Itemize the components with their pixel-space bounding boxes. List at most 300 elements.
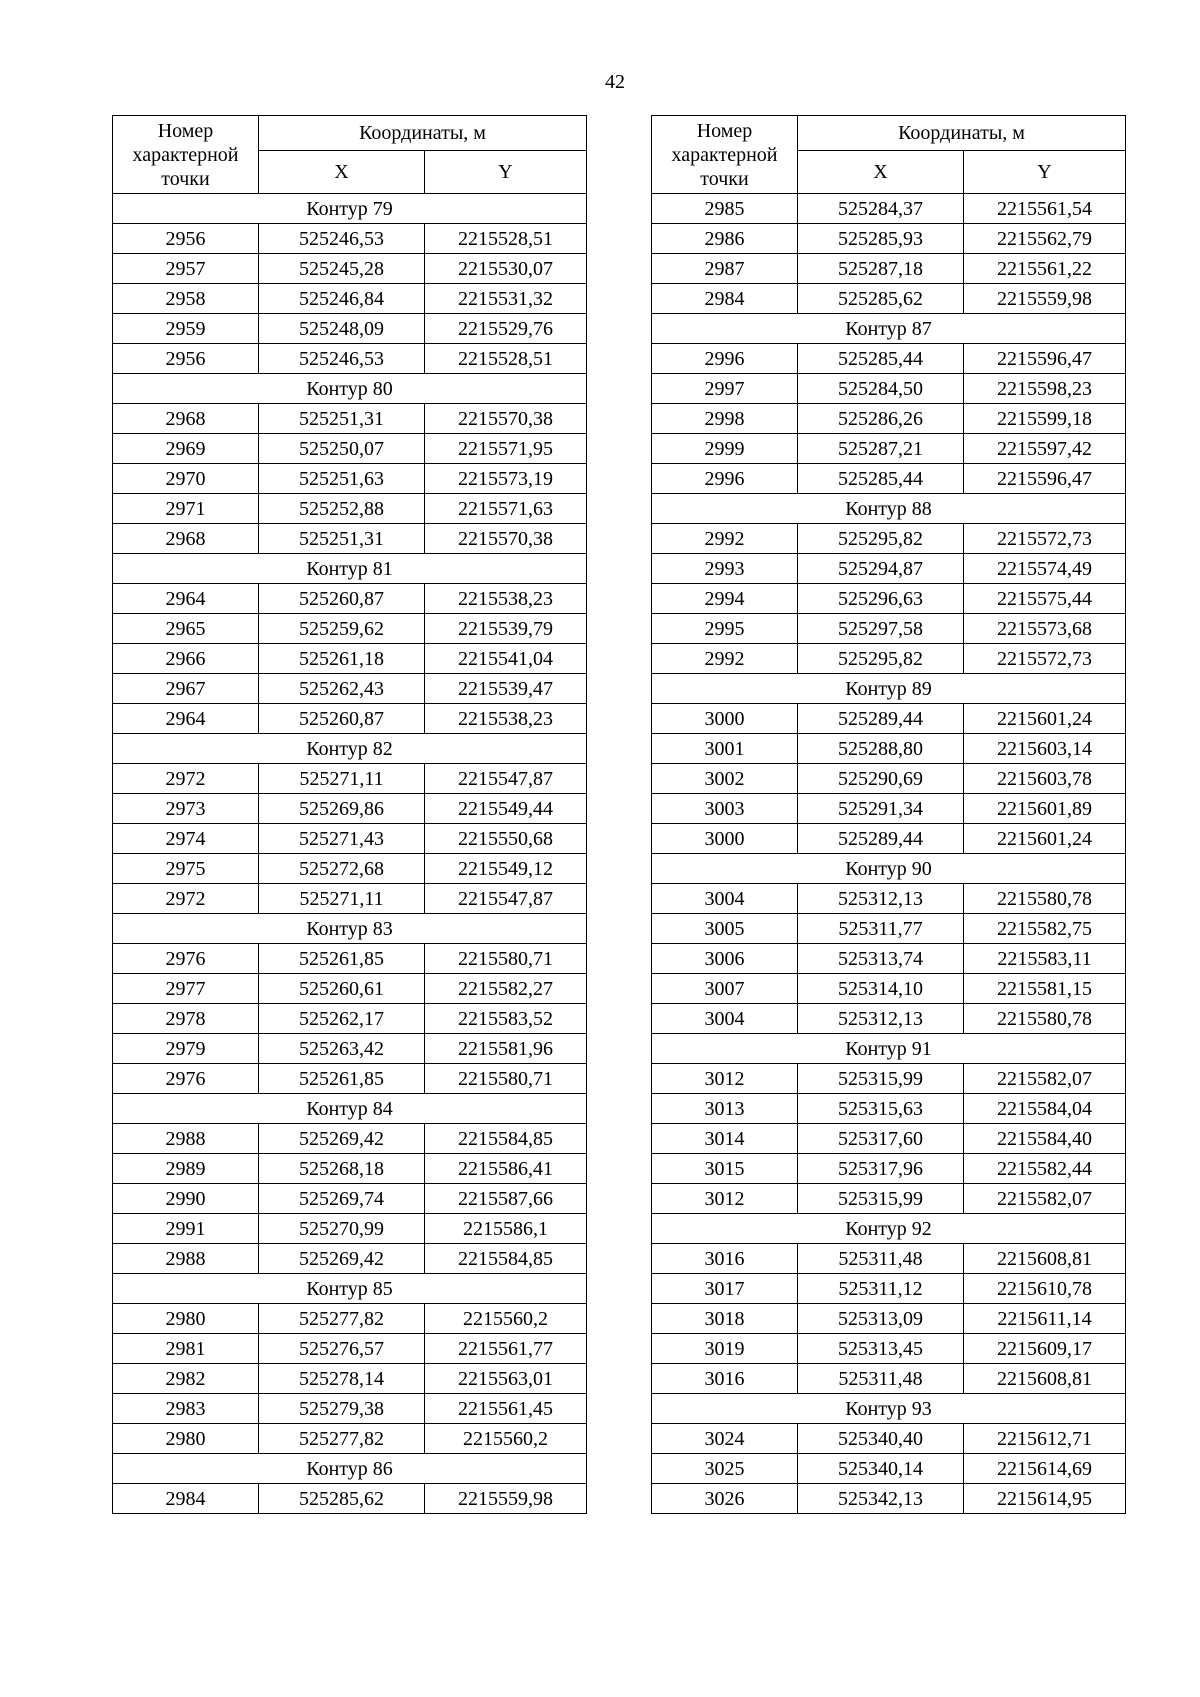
point-number-cell: 2986 [652, 224, 798, 254]
x-coordinate-cell: 525285,44 [798, 344, 964, 374]
table-row [113, 404, 587, 434]
table-row [652, 734, 1126, 764]
x-coordinate-cell: 525317,96 [798, 1154, 964, 1184]
x-coordinate-cell: 525246,84 [259, 284, 425, 314]
x-coordinate-cell: 525277,82 [259, 1304, 425, 1334]
contour-row [113, 194, 587, 224]
table-row [652, 1484, 1126, 1514]
table-row [113, 944, 587, 974]
table-row [652, 1304, 1126, 1334]
point-number-cell: 3015 [652, 1154, 798, 1184]
y-coordinate-cell: 2215538,23 [425, 584, 587, 614]
y-coordinate-cell: 2215580,78 [964, 884, 1126, 914]
header-y: Y [964, 151, 1126, 194]
y-coordinate-cell: 2215573,19 [425, 464, 587, 494]
table-row [652, 434, 1126, 464]
point-number-cell: 2964 [113, 584, 259, 614]
x-coordinate-cell: 525286,26 [798, 404, 964, 434]
point-number-cell: 3012 [652, 1184, 798, 1214]
x-coordinate-cell: 525260,87 [259, 584, 425, 614]
x-coordinate-cell: 525313,09 [798, 1304, 964, 1334]
x-coordinate-cell: 525295,82 [798, 644, 964, 674]
table-row [652, 464, 1126, 494]
header-point-number: Номер характерной точки [113, 116, 259, 194]
y-coordinate-cell: 2215611,14 [964, 1304, 1126, 1334]
y-coordinate-cell: 2215562,79 [964, 224, 1126, 254]
y-coordinate-cell: 2215538,23 [425, 704, 587, 734]
x-coordinate-cell: 525271,11 [259, 884, 425, 914]
table-row [113, 584, 587, 614]
header-x: X [798, 151, 964, 194]
x-coordinate-cell: 525285,93 [798, 224, 964, 254]
point-number-cell: 2958 [113, 284, 259, 314]
point-number-cell: 2991 [113, 1214, 259, 1244]
point-number-cell: 2997 [652, 374, 798, 404]
point-number-cell: 2988 [113, 1244, 259, 1274]
contour-label: Контур 91 [652, 1034, 1126, 1064]
point-number-cell: 2957 [113, 254, 259, 284]
table-row [113, 1034, 587, 1064]
x-coordinate-cell: 525311,48 [798, 1364, 964, 1394]
y-coordinate-cell: 2215584,40 [964, 1124, 1126, 1154]
x-coordinate-cell: 525311,48 [798, 1244, 964, 1274]
x-coordinate-cell: 525251,31 [259, 404, 425, 434]
x-coordinate-cell: 525252,88 [259, 494, 425, 524]
point-number-cell: 2976 [113, 944, 259, 974]
y-coordinate-cell: 2215584,04 [964, 1094, 1126, 1124]
point-number-cell: 3004 [652, 884, 798, 914]
y-coordinate-cell: 2215541,04 [425, 644, 587, 674]
contour-label: Контур 90 [652, 854, 1126, 884]
y-coordinate-cell: 2215570,38 [425, 404, 587, 434]
table-row [652, 404, 1126, 434]
x-coordinate-cell: 525269,86 [259, 794, 425, 824]
contour-label: Контур 92 [652, 1214, 1126, 1244]
contour-label: Контур 79 [113, 194, 587, 224]
x-coordinate-cell: 525251,31 [259, 524, 425, 554]
x-coordinate-cell: 525271,11 [259, 764, 425, 794]
point-number-cell: 2998 [652, 404, 798, 434]
point-number-cell: 3016 [652, 1364, 798, 1394]
x-coordinate-cell: 525251,63 [259, 464, 425, 494]
x-coordinate-cell: 525284,50 [798, 374, 964, 404]
y-coordinate-cell: 2215609,17 [964, 1334, 1126, 1364]
point-number-cell: 2970 [113, 464, 259, 494]
y-coordinate-cell: 2215599,18 [964, 404, 1126, 434]
x-coordinate-cell: 525291,34 [798, 794, 964, 824]
y-coordinate-cell: 2215582,07 [964, 1184, 1126, 1214]
table-row [652, 1334, 1126, 1364]
y-coordinate-cell: 2215582,75 [964, 914, 1126, 944]
point-number-cell: 2993 [652, 554, 798, 584]
y-coordinate-cell: 2215612,71 [964, 1424, 1126, 1454]
point-number-cell: 2982 [113, 1364, 259, 1394]
table-row [652, 1124, 1126, 1154]
contour-label: Контур 81 [113, 554, 587, 584]
x-coordinate-cell: 525246,53 [259, 224, 425, 254]
y-coordinate-cell: 2215603,78 [964, 764, 1126, 794]
point-number-cell: 2959 [113, 314, 259, 344]
x-coordinate-cell: 525285,62 [259, 1484, 425, 1514]
table-row [113, 1214, 587, 1244]
y-coordinate-cell: 2215596,47 [964, 344, 1126, 374]
coordinates-table-right [651, 115, 1126, 1514]
y-coordinate-cell: 2215586,1 [425, 1214, 587, 1244]
x-coordinate-cell: 525311,77 [798, 914, 964, 944]
x-coordinate-cell: 525261,85 [259, 944, 425, 974]
point-number-cell: 2994 [652, 584, 798, 614]
table-row [652, 1364, 1126, 1394]
y-coordinate-cell: 2215561,22 [964, 254, 1126, 284]
contour-label: Контур 89 [652, 674, 1126, 704]
point-number-cell: 2976 [113, 1064, 259, 1094]
y-coordinate-cell: 2215571,95 [425, 434, 587, 464]
contour-label: Контур 86 [113, 1454, 587, 1484]
point-number-cell: 3005 [652, 914, 798, 944]
table-row [113, 1184, 587, 1214]
table-row [652, 1244, 1126, 1274]
table-row [113, 1394, 587, 1424]
contour-label: Контур 85 [113, 1274, 587, 1304]
y-coordinate-cell: 2215547,87 [425, 884, 587, 914]
x-coordinate-cell: 525279,38 [259, 1394, 425, 1424]
table-row [652, 1274, 1126, 1304]
contour-label: Контур 82 [113, 734, 587, 764]
x-coordinate-cell: 525285,44 [798, 464, 964, 494]
y-coordinate-cell: 2215601,89 [964, 794, 1126, 824]
y-coordinate-cell: 2215539,79 [425, 614, 587, 644]
table-row [652, 1454, 1126, 1484]
y-coordinate-cell: 2215574,49 [964, 554, 1126, 584]
y-coordinate-cell: 2215580,78 [964, 1004, 1126, 1034]
table-row [652, 944, 1126, 974]
y-coordinate-cell: 2215570,38 [425, 524, 587, 554]
point-number-cell: 3016 [652, 1244, 798, 1274]
x-coordinate-cell: 525288,80 [798, 734, 964, 764]
table-row [652, 1094, 1126, 1124]
table-row [113, 464, 587, 494]
y-coordinate-cell: 2215561,54 [964, 194, 1126, 224]
contour-label: Контур 87 [652, 314, 1126, 344]
x-coordinate-cell: 525311,12 [798, 1274, 964, 1304]
point-number-cell: 3014 [652, 1124, 798, 1154]
y-coordinate-cell: 2215587,66 [425, 1184, 587, 1214]
x-coordinate-cell: 525276,57 [259, 1334, 425, 1364]
point-number-cell: 2966 [113, 644, 259, 674]
x-coordinate-cell: 525314,10 [798, 974, 964, 1004]
point-number-cell: 2987 [652, 254, 798, 284]
x-coordinate-cell: 525269,74 [259, 1184, 425, 1214]
table-row [652, 1184, 1126, 1214]
point-number-cell: 2999 [652, 434, 798, 464]
x-coordinate-cell: 525340,40 [798, 1424, 964, 1454]
table-row [113, 344, 587, 374]
y-coordinate-cell: 2215539,47 [425, 674, 587, 704]
point-number-cell: 2984 [652, 284, 798, 314]
x-coordinate-cell: 525278,14 [259, 1364, 425, 1394]
point-number-cell: 3006 [652, 944, 798, 974]
contour-row [652, 854, 1126, 884]
y-coordinate-cell: 2215583,52 [425, 1004, 587, 1034]
point-number-cell: 2972 [113, 764, 259, 794]
contour-row [652, 1034, 1126, 1064]
table-row [652, 584, 1126, 614]
y-coordinate-cell: 2215528,51 [425, 344, 587, 374]
table-row [652, 974, 1126, 1004]
point-number-cell: 2965 [113, 614, 259, 644]
x-coordinate-cell: 525342,13 [798, 1484, 964, 1514]
y-coordinate-cell: 2215572,73 [964, 644, 1126, 674]
y-coordinate-cell: 2215586,41 [425, 1154, 587, 1184]
point-number-cell: 2975 [113, 854, 259, 884]
y-coordinate-cell: 2215583,11 [964, 944, 1126, 974]
table-row [652, 1154, 1126, 1184]
contour-label: Контур 80 [113, 374, 587, 404]
x-coordinate-cell: 525287,21 [798, 434, 964, 464]
x-coordinate-cell: 525290,69 [798, 764, 964, 794]
point-number-cell: 2973 [113, 794, 259, 824]
table-row [652, 794, 1126, 824]
point-number-cell: 2990 [113, 1184, 259, 1214]
page-number: 42 [605, 71, 625, 93]
y-coordinate-cell: 2215601,24 [964, 824, 1126, 854]
x-coordinate-cell: 525268,18 [259, 1154, 425, 1184]
contour-row [113, 914, 587, 944]
x-coordinate-cell: 525277,82 [259, 1424, 425, 1454]
point-number-cell: 3004 [652, 1004, 798, 1034]
x-coordinate-cell: 525312,13 [798, 1004, 964, 1034]
y-coordinate-cell: 2215584,85 [425, 1124, 587, 1154]
x-coordinate-cell: 525272,68 [259, 854, 425, 884]
point-number-cell: 2992 [652, 524, 798, 554]
y-coordinate-cell: 2215597,42 [964, 434, 1126, 464]
y-coordinate-cell: 2215561,45 [425, 1394, 587, 1424]
point-number-cell: 2995 [652, 614, 798, 644]
y-coordinate-cell: 2215530,07 [425, 254, 587, 284]
point-number-cell: 3024 [652, 1424, 798, 1454]
contour-row [652, 494, 1126, 524]
contour-row [652, 1214, 1126, 1244]
point-number-cell: 3019 [652, 1334, 798, 1364]
y-coordinate-cell: 2215584,85 [425, 1244, 587, 1274]
table-row [113, 1334, 587, 1364]
point-number-cell: 2971 [113, 494, 259, 524]
x-coordinate-cell: 525269,42 [259, 1124, 425, 1154]
table-row [113, 1064, 587, 1094]
table-row [652, 554, 1126, 584]
point-number-cell: 2989 [113, 1154, 259, 1184]
x-coordinate-cell: 525262,43 [259, 674, 425, 704]
contour-row [113, 734, 587, 764]
point-number-cell: 2979 [113, 1034, 259, 1064]
table-row [113, 224, 587, 254]
y-coordinate-cell: 2215528,51 [425, 224, 587, 254]
point-number-cell: 2985 [652, 194, 798, 224]
header-coordinates: Координаты, м [798, 116, 1126, 151]
table-row [652, 824, 1126, 854]
coordinates-table-left [112, 115, 587, 1514]
x-coordinate-cell: 525271,43 [259, 824, 425, 854]
table-row [113, 824, 587, 854]
y-coordinate-cell: 2215549,12 [425, 854, 587, 884]
point-number-cell: 2996 [652, 344, 798, 374]
table-row [113, 644, 587, 674]
table-row [113, 254, 587, 284]
point-number-cell: 2968 [113, 404, 259, 434]
contour-row [113, 374, 587, 404]
x-coordinate-cell: 525312,13 [798, 884, 964, 914]
point-number-cell: 2984 [113, 1484, 259, 1514]
table-row [113, 284, 587, 314]
point-number-cell: 3012 [652, 1064, 798, 1094]
x-coordinate-cell: 525287,18 [798, 254, 964, 284]
x-coordinate-cell: 525260,61 [259, 974, 425, 1004]
contour-row [652, 1394, 1126, 1424]
x-coordinate-cell: 525315,99 [798, 1184, 964, 1214]
point-number-cell: 2967 [113, 674, 259, 704]
table-row [652, 1004, 1126, 1034]
x-coordinate-cell: 525270,99 [259, 1214, 425, 1244]
point-number-cell: 3000 [652, 824, 798, 854]
y-coordinate-cell: 2215549,44 [425, 794, 587, 824]
table-row [113, 1364, 587, 1394]
y-coordinate-cell: 2215573,68 [964, 614, 1126, 644]
x-coordinate-cell: 525248,09 [259, 314, 425, 344]
y-coordinate-cell: 2215559,98 [964, 284, 1126, 314]
x-coordinate-cell: 525315,99 [798, 1064, 964, 1094]
point-number-cell: 3000 [652, 704, 798, 734]
y-coordinate-cell: 2215601,24 [964, 704, 1126, 734]
table-row [652, 884, 1126, 914]
point-number-cell: 3013 [652, 1094, 798, 1124]
x-coordinate-cell: 525246,53 [259, 344, 425, 374]
table-row [113, 614, 587, 644]
x-coordinate-cell: 525289,44 [798, 824, 964, 854]
y-coordinate-cell: 2215581,15 [964, 974, 1126, 1004]
y-coordinate-cell: 2215571,63 [425, 494, 587, 524]
y-coordinate-cell: 2215608,81 [964, 1364, 1126, 1394]
table-row [113, 524, 587, 554]
y-coordinate-cell: 2215598,23 [964, 374, 1126, 404]
table-row [113, 1244, 587, 1274]
table-row [652, 644, 1126, 674]
x-coordinate-cell: 525285,62 [798, 284, 964, 314]
x-coordinate-cell: 525260,87 [259, 704, 425, 734]
header-x: X [259, 151, 425, 194]
y-coordinate-cell: 2215582,27 [425, 974, 587, 1004]
table-row [652, 194, 1126, 224]
contour-row [113, 1094, 587, 1124]
table-row [113, 314, 587, 344]
x-coordinate-cell: 525340,14 [798, 1454, 964, 1484]
x-coordinate-cell: 525294,87 [798, 554, 964, 584]
point-number-cell: 3007 [652, 974, 798, 1004]
y-coordinate-cell: 2215572,73 [964, 524, 1126, 554]
x-coordinate-cell: 525313,45 [798, 1334, 964, 1364]
y-coordinate-cell: 2215603,14 [964, 734, 1126, 764]
y-coordinate-cell: 2215550,68 [425, 824, 587, 854]
point-number-cell: 2956 [113, 344, 259, 374]
table-row [113, 854, 587, 884]
y-coordinate-cell: 2215580,71 [425, 944, 587, 974]
y-coordinate-cell: 2215582,44 [964, 1154, 1126, 1184]
contour-row [113, 1454, 587, 1484]
point-number-cell: 2956 [113, 224, 259, 254]
y-coordinate-cell: 2215582,07 [964, 1064, 1126, 1094]
point-number-cell: 3003 [652, 794, 798, 824]
table-row [113, 1154, 587, 1184]
header-coordinates: Координаты, м [259, 116, 587, 151]
contour-label: Контур 93 [652, 1394, 1126, 1424]
x-coordinate-cell: 525263,42 [259, 1034, 425, 1064]
x-coordinate-cell: 525261,85 [259, 1064, 425, 1094]
table-row [113, 1004, 587, 1034]
point-number-cell: 2964 [113, 704, 259, 734]
x-coordinate-cell: 525269,42 [259, 1244, 425, 1274]
table-row [113, 1304, 587, 1334]
y-coordinate-cell: 2215561,77 [425, 1334, 587, 1364]
point-number-cell: 3001 [652, 734, 798, 764]
table-row [652, 374, 1126, 404]
y-coordinate-cell: 2215614,69 [964, 1454, 1126, 1484]
table-row [652, 344, 1126, 374]
contour-label: Контур 83 [113, 914, 587, 944]
y-coordinate-cell: 2215560,2 [425, 1424, 587, 1454]
point-number-cell: 3002 [652, 764, 798, 794]
point-number-cell: 3026 [652, 1484, 798, 1514]
table-row [113, 704, 587, 734]
y-coordinate-cell: 2215608,81 [964, 1244, 1126, 1274]
table-row [113, 884, 587, 914]
y-coordinate-cell: 2215610,78 [964, 1274, 1126, 1304]
point-number-cell: 3025 [652, 1454, 798, 1484]
point-number-cell: 2992 [652, 644, 798, 674]
x-coordinate-cell: 525259,62 [259, 614, 425, 644]
y-coordinate-cell: 2215580,71 [425, 1064, 587, 1094]
table-row [652, 704, 1126, 734]
contour-row [652, 314, 1126, 344]
x-coordinate-cell: 525245,28 [259, 254, 425, 284]
point-number-cell: 2981 [113, 1334, 259, 1364]
y-coordinate-cell: 2215581,96 [425, 1034, 587, 1064]
point-number-cell: 2980 [113, 1304, 259, 1334]
point-number-cell: 3018 [652, 1304, 798, 1334]
y-coordinate-cell: 2215559,98 [425, 1484, 587, 1514]
table-row [113, 494, 587, 524]
table-row [652, 614, 1126, 644]
point-number-cell: 2980 [113, 1424, 259, 1454]
contour-row [113, 1274, 587, 1304]
contour-row [113, 554, 587, 584]
y-coordinate-cell: 2215531,32 [425, 284, 587, 314]
point-number-cell: 3017 [652, 1274, 798, 1304]
table-row [113, 1124, 587, 1154]
point-number-cell: 2988 [113, 1124, 259, 1154]
table-row [113, 674, 587, 704]
x-coordinate-cell: 525289,44 [798, 704, 964, 734]
x-coordinate-cell: 525315,63 [798, 1094, 964, 1124]
y-coordinate-cell: 2215575,44 [964, 584, 1126, 614]
y-coordinate-cell: 2215596,47 [964, 464, 1126, 494]
table-row [113, 434, 587, 464]
header-point-number: Номер характерной точки [652, 116, 798, 194]
y-coordinate-cell: 2215560,2 [425, 1304, 587, 1334]
contour-label: Контур 88 [652, 494, 1126, 524]
point-number-cell: 2977 [113, 974, 259, 1004]
table-row [113, 794, 587, 824]
table-row [652, 1064, 1126, 1094]
y-coordinate-cell: 2215563,01 [425, 1364, 587, 1394]
